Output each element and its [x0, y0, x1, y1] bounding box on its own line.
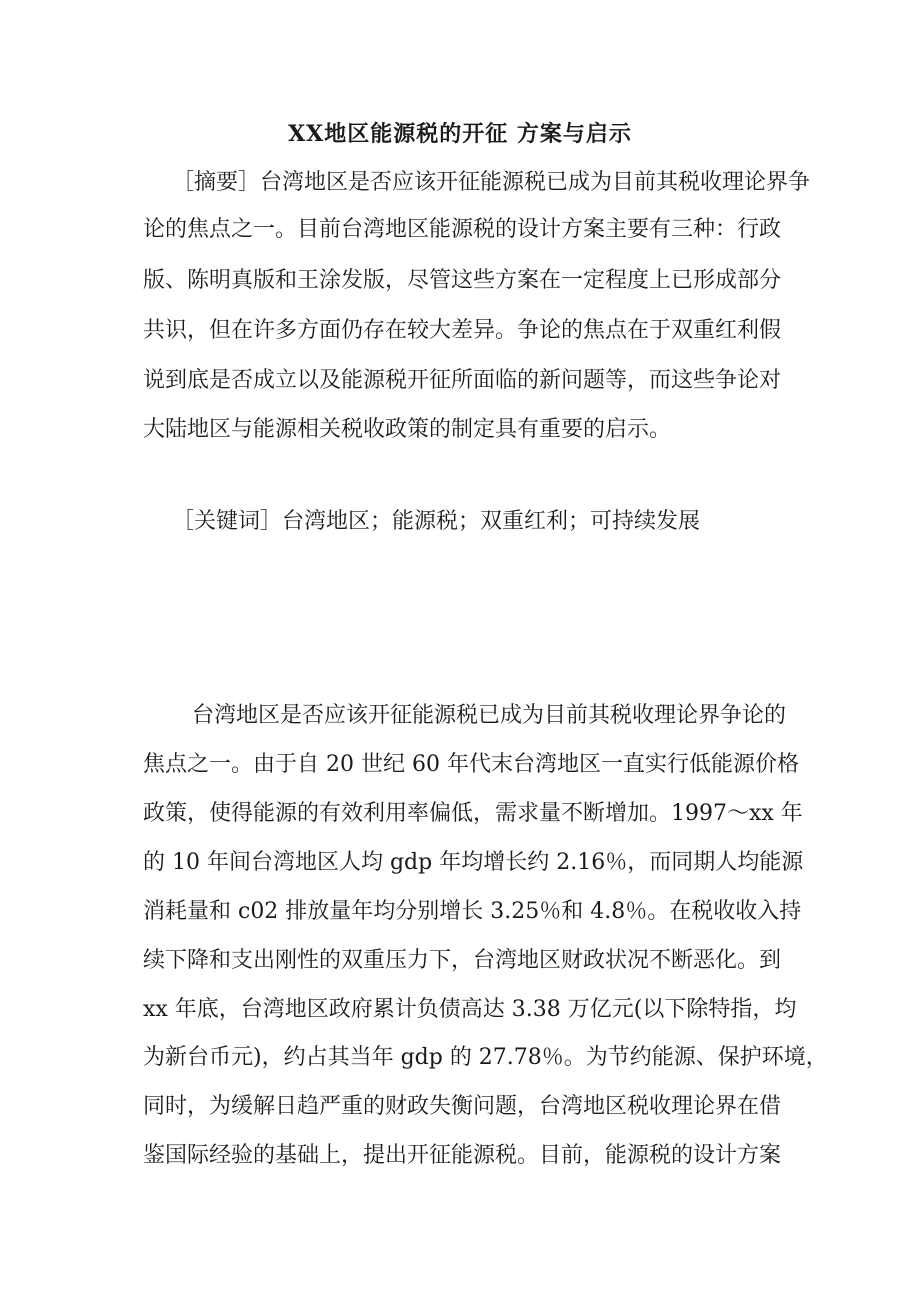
body-line: 同时，为缓解日趋严重的财政失衡问题，台湾地区税收理论界在借: [143, 1094, 782, 1119]
body-line: 政策，使得能源的有效利用率偏低，需求量不断增加。1997～xx 年: [143, 801, 803, 826]
body-line: 续下降和支出刚性的双重压力下，台湾地区财政状况不断恶化。到: [143, 948, 782, 973]
abstract-line: 共识，但在许多方面仍存在较大差异。争论的焦点在于双重红利假: [143, 318, 782, 343]
body-line: 焦点之一。由于自 20 世纪 60 年代末台湾地区一直实行低能源价格: [143, 752, 799, 777]
body-line: 为新台币元)，约占其当年 gdp 的 27.78％。为节约能源、保护环境，: [143, 1045, 828, 1070]
abstract-line: 说到底是否成立以及能源税开征所面临的新问题等，而这些争论对: [143, 368, 782, 393]
body-line: 鉴国际经验的基础上，提出开征能源税。目前，能源税的设计方案: [143, 1143, 782, 1168]
keywords-line: ［关键词］台湾地区；能源税；双重红利；可持续发展: [172, 509, 701, 534]
abstract-line: ［摘要］台湾地区是否应该开征能源税已成为目前其税收理论界争: [172, 170, 811, 195]
body-line: 消耗量和 c02 排放量年均分别增长 3.25％和 4.8％。在税收收入持: [143, 899, 802, 924]
body-line: 台湾地区是否应该开征能源税已成为目前其税收理论界争论的: [192, 703, 787, 728]
abstract-line: 版、陈明真版和王涂发版，尽管这些方案在一定程度上已形成部分: [143, 268, 782, 293]
document-title: XX地区能源税的开征 方案与启示: [288, 121, 632, 147]
body-line: 的 10 年间台湾地区人均 gdp 年均增长约 2.16％，而同期人均能源: [143, 850, 804, 875]
abstract-line: 大陆地区与能源相关税收政策的制定具有重要的启示。: [143, 417, 672, 442]
body-line: xx 年底，台湾地区政府累计负债高达 3.38 万亿元(以下除特指，均: [143, 997, 797, 1022]
abstract-line: 论的焦点之一。目前台湾地区能源税的设计方案主要有三种：行政: [143, 217, 782, 242]
